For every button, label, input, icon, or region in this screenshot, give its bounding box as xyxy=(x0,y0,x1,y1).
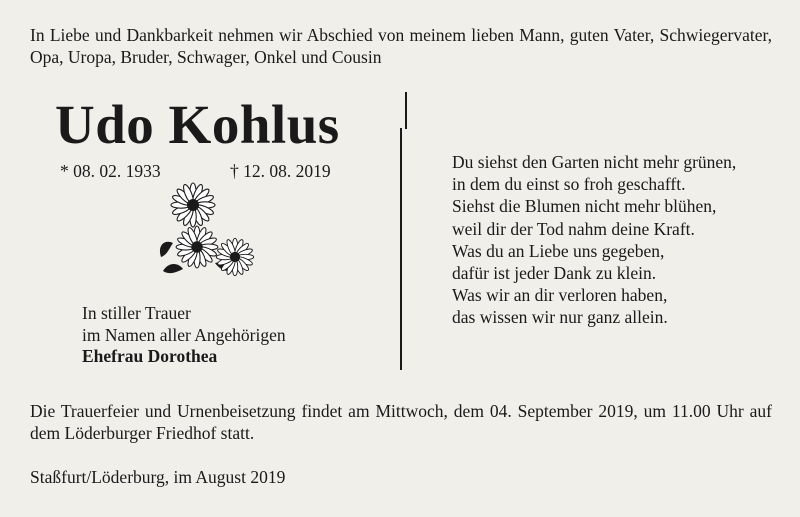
service-announcement: Die Trauerfeier und Urnenbeisetzung findet am Mittwoch, dem 04. September 2019, um 11.00 Uhr auf dem Löderburger Friedhof statt. xyxy=(30,401,772,443)
poem-line: dafür ist jeder Dank zu klein. xyxy=(452,263,657,284)
vertical-divider-top xyxy=(405,92,407,129)
poem-line: in dem du einst so froh geschafft. xyxy=(452,174,686,195)
poem-line: Siehst die Blumen nicht mehr blühen, xyxy=(452,196,717,217)
intro-text: In Liebe und Dankbarkeit nehmen wir Abschied von meinem lieben Mann, guten Vater, Schwiegervater, Opa, Uropa, Bruder, Schwager, Onkel und Cousin xyxy=(30,25,772,67)
vertical-divider-bottom xyxy=(400,128,402,370)
death-date: † 12. 08. 2019 xyxy=(230,161,331,181)
poem-line: weil dir der Tod nahm deine Kraft. xyxy=(452,218,695,239)
mourners-block xyxy=(82,303,286,368)
mourners-line-1: In stiller Trauer xyxy=(82,303,191,323)
poem-line: das wissen wir nur ganz allein. xyxy=(452,307,668,328)
place-and-date: Staßfurt/Löderburg, im August 2019 xyxy=(30,467,286,487)
birth-date: * 08. 02. 1933 xyxy=(60,161,161,181)
mourners-line-2: im Namen aller Angehörigen xyxy=(82,324,286,345)
mourners-signature: Ehefrau Dorothea xyxy=(82,346,218,366)
daisy-flowers-icon xyxy=(155,175,265,285)
poem xyxy=(452,151,736,329)
deceased-name: Udo Kohlus xyxy=(55,94,340,155)
poem-line: Was du an Liebe uns gegeben, xyxy=(452,240,665,261)
poem-line: Du siehst den Garten nicht mehr grünen, xyxy=(452,152,737,172)
poem-line: Was wir an dir verloren haben, xyxy=(452,285,668,306)
